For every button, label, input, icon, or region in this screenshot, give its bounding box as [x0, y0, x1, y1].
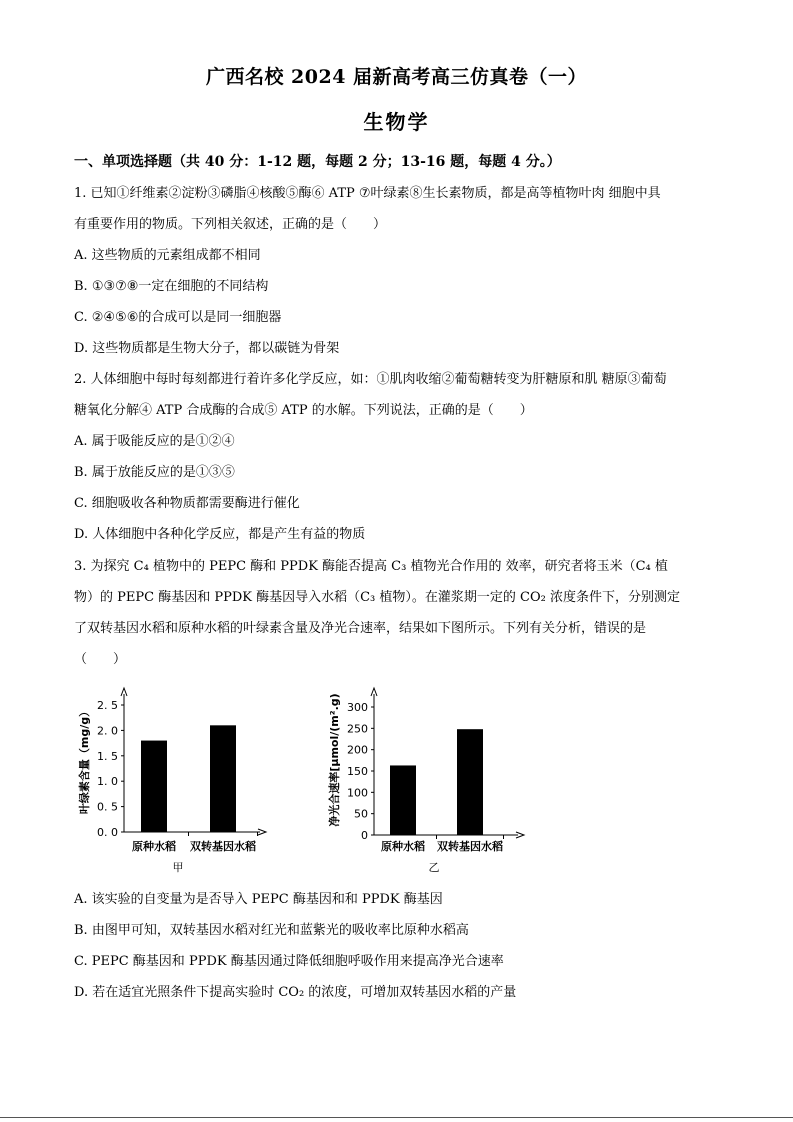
- y-tick-label: 300: [347, 701, 368, 714]
- q2-stem-line: 2. 人体细胞中每时每刻都进行着许多化学反应，如：①肌肉收缩②葡萄糖转变为肝糖原和肌 糖原③葡萄: [74, 372, 667, 387]
- y-tick-label: 0. 0: [97, 826, 118, 839]
- y-axis-label: 叶绿素含量（mg/g）: [78, 705, 91, 815]
- y-tick-label: 0. 5: [97, 800, 118, 814]
- q3-option-a: A. 该实验的自变量为是否导入 PEPC 酶基因和和 PPDK 酶基因: [74, 892, 443, 907]
- x-category-label: 双转基因水稻: [190, 840, 256, 853]
- q3-stem-line: （ ）: [74, 652, 127, 667]
- q3-option-c: C. PEPC 酶基因和 PPDK 酶基因通过降低细胞呼吸作用来提高净光合速率: [74, 954, 504, 969]
- chart-title: 乙: [428, 861, 440, 874]
- bar-wild-type: [141, 741, 167, 832]
- q3-option-d: D. 若在适宜光照条件下提高实验时 CO₂ 的浓度，可增加双转基因水稻的产量: [74, 985, 517, 1000]
- y-tick-label: 100: [347, 786, 368, 800]
- q2-option-a: A. 属于吸能反应的是①②④: [74, 434, 235, 449]
- q3-stem-line: 了双转基因水稻和原种水稻的叶绿素含量及净光合速率，结果如下图所示。下列有关分析，错误的是: [74, 621, 647, 636]
- chart-yi: [327, 688, 524, 874]
- chart-jia: [77, 688, 266, 874]
- q3-option-b: B. 由图甲可知，双转基因水稻对红光和蓝紫光的吸收率比原种水稻高: [74, 923, 469, 938]
- subject-title: 生物学: [363, 110, 430, 134]
- y-tick-label: 2. 5: [97, 699, 118, 712]
- q1-stem-line: 有重要作用的物质。下列相关叙述，正确的是（ ）: [74, 217, 387, 232]
- q2-stem-line: 糖氧化分解④ ATP 合成酶的合成⑤ ATP 的水解。下列说法，正确的是（ ）: [74, 403, 533, 418]
- q3-stem-line: 物）的 PEPC 酶基因和 PPDK 酶基因导入水稻（C₃ 植物）。在灌浆期一定的 CO₂ 浓度条件下，分别测定: [74, 590, 680, 605]
- x-category-label: 双转基因水稻: [437, 840, 503, 853]
- q3-stem-line: 3. 为探究 C₄ 植物中的 PEPC 酶和 PPDK 酶能否提高 C₃ 植物光合作用的 效率，研究者将玉米（C₄ 植: [74, 559, 668, 574]
- q2-option-c: C. 细胞吸收各种物质都需要酶进行催化: [74, 496, 300, 511]
- x-category-label: 原种水稻: [381, 840, 425, 853]
- y-tick-label: 150: [347, 765, 368, 778]
- q1-option-d: D. 这些物质都是生物大分子，都以碳链为骨架: [74, 341, 340, 356]
- q3-figure: [74, 680, 554, 880]
- x-category-label: 原种水稻: [132, 840, 176, 853]
- y-tick-label: 1. 0: [97, 775, 118, 789]
- section-heading: 一、单项选择题（共 40 分：1-12 题，每题 2 分；13-16 题，每题 4 分。）: [74, 154, 561, 170]
- q1-stem-line: 1. 已知①纤维素②淀粉③磷脂④核酸⑤酶⑥ ATP ⑦叶绿素⑧生长素物质，都是高等植物叶肉 细胞中具: [74, 186, 661, 201]
- y-tick-label: 0: [361, 829, 368, 842]
- bar-wild-type: [390, 765, 416, 835]
- chart-title: 甲: [172, 861, 184, 874]
- y-tick-label: 250: [347, 722, 368, 736]
- q1-option-c: C. ②④⑤⑥的合成可以是同一细胞器: [74, 310, 282, 325]
- exam-title: 广西名校 2024 届新高考高三仿真卷（一）: [205, 66, 588, 88]
- q1-option-a: A. 这些物质的元素组成都不相同: [74, 248, 261, 263]
- page-bottom-rule: [0, 1117, 793, 1118]
- y-tick-label: 50: [354, 807, 368, 821]
- y-tick-label: 2. 0: [97, 724, 118, 738]
- q1-option-b: B. ①③⑦⑧一定在细胞的不同结构: [74, 279, 269, 294]
- y-tick-label: 1. 5: [97, 749, 118, 763]
- q2-option-b: B. 属于放能反应的是①③⑤: [74, 465, 235, 480]
- q2-option-d: D. 人体细胞中各种化学反应，都是产生有益的物质: [74, 527, 366, 542]
- y-axis-label: 净光合速率[μmol/(m².g): [328, 693, 341, 827]
- bar-transgenic: [210, 725, 236, 832]
- bar-transgenic: [457, 729, 483, 835]
- y-tick-label: 200: [347, 743, 368, 757]
